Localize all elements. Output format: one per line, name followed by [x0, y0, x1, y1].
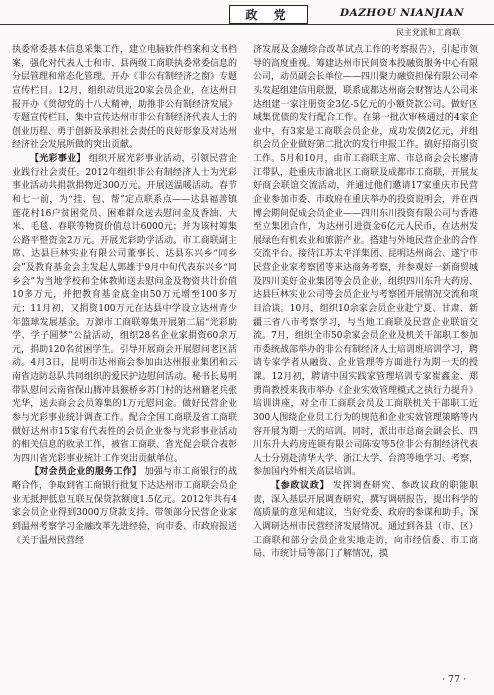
right-column	[253, 44, 478, 666]
paragraph-member-service	[12, 466, 237, 548]
header-rule	[0, 24, 494, 25]
subsection-label: 民主党派和工商联	[396, 28, 460, 37]
paragraph-text: 发挥调查研究、参政议政的职能职责，深入基层开展调查研究，撰写调研报告，提出科学的高质量的意见和建议，当好党委、政府的参谋和助手。深入调研达州市民营经济发展情况。通过到各县（市、区）工商联和部分会员企业实地走访，向市经信委、市工商局、市统计局等部门了解情况，摸	[253, 481, 478, 560]
section-heading: 【参政议政】	[271, 481, 330, 491]
page-number: · 77 ·	[442, 674, 467, 685]
paragraph-guangcai	[12, 153, 237, 466]
paragraph-political-participation	[253, 480, 478, 562]
paragraph: 济发展及金融综合改革试点工作的考察报告》，引起市领导的高度重视。筹建达州市民间资本投融资服务中心有限公司，动员副会长单位——四川聚力融资担保有限公司牵头发起组建信用联盟，联系成都达州商会财智达人公司来达组建一家注册资金3亿-5亿元的小额贷款公司。做好区域集优债的发行配合工作。在第一批次审核通过的4家企业中，有3家是工商联会员企业，成功发债2亿元，并组织会员企业做好第二批次的发行申报工作。搞好招商引资工作。5月和10月，由市工商联主席、市总商会会长廖清江带队，赴重庆市渝北区工商联及成都市工商联，开展友好商会联谊交流活动，并通过他们邀请17家重庆市民营企业参加市委、市政府在重庆举办的投资说明会，并在西博会期间促成会员企业——四川东川投资有限公司与香港至立集团合作，为达州引进资金6亿元人民币，在达州发展绿色有机农业和旅游产业。搭建与外地民营企业的合作交流平台。接待江苏太平洋集团、昆明达州商会、遂宁市民营企业家考察团等来达商务考察，并参观好一新商贸城及四川美好金业集团等会员企业，组织四川东升大药房、达县巨林实业公司等会员企业与考察团开展情况交流和项目洽谈。10月，组织10余家会员企业赴宁夏、甘肃、新疆三省八市考察学习，与当地工商联及民营企业联谊交流。7月，组织全市50余家会员企业及机关干部职工参加市委统战部举办的非公有制经济人士培训班培训学习，聘请专家学者从融资、企业管理等方面进行为期一天的授课。12月初，聘请中国实践家管理培训专家崔鑫金、郑勇尚教授来我市举办《企业实效管理模式之执行力提升》培训讲座，对全市工商联会员及工商联机关干部职工近300人围绕企业员工行为的规范和企业实效管理策略等内容开展为期一天的培训。同时，派出市总商会副会长、四川东升大药房连锁有限公司陈安等5位非公有制经济代表人士分别赴清华大学、浙江大学、台湾等地学习、考察，参加国内外相关高层培训。	[253, 45, 478, 478]
paragraph: 执委常委基本信息采集工作，建立电脑软件档案和文书档案，强化对代表人士和市、县两级工商联执委常委信息的分层管理和常态化管理。开办《非公有制经济之窗》专题宣传栏目。12月，组织动员近20家会员企业，在达州日报开办《贯彻党的十八大精神，助推非公有制经济发展》专题宣传栏目，集中宣传达州市非公有制经济代表人士的创业历程、勇于创新及承担社会责任的良好形象及对达州经济社会发展所做的突出贡献。	[12, 45, 237, 151]
paragraph-text: 加强与市工商银行的战略合作，争取到省工商银行批复下达达州市工商联会员企业无抵押低息互联互保贷款额度1.5亿元。2012年共有4家会员企业得到3000万贷款支持。带领部分民营企业家到温州考察学习金融改革先进经验，向市委、市政府报送《关于温州民营经	[12, 467, 237, 546]
left-column	[12, 44, 237, 666]
section-label: 政 党	[229, 5, 308, 24]
section-heading: 【光彩事业】	[30, 154, 86, 164]
section-heading: 【对会员企业的服务工作】	[30, 467, 142, 478]
journal-title: DAZHOU NIANJIAN	[340, 7, 465, 19]
paragraph-text: 组织开展光彩事业活动，引领民营企业践行社会责任。2012年组织非公有制经济人士为光彩事业活动共捐款捐物近300万元。开展送温暖活动。春节和七一前，为“挂、包、帮”定点联系点——达县福善镇莲花村16户贫困党员、困难群众送去慰问金及香油、大米、毛毯、春联等物资价值总计6000元；并为该村筹集公路平整资金2万元。开展光彩助学活动。市工商联副主席、达县巨林实业有限公司董事长、达县东兴乡“同乡会”及教育基金会主发起人郭雄于9月中旬代表东兴乡“同乡会”为当地学校和全体教师送去慰问金及物资共计价值10多万元，并把教育基金底金由50万元增至100多万元；11月初，又捐资100万元在达县中学设立达州青少年篮球发展基金。万源市工商联筹集开展第二届“光彩助学、学子圆梦”公益活动，组织28名企业家捐资60余万元，捐助120名贫困学生。引导开展商会开展慰问老区活动。4月3日，昆明市达州商会参加由达州报业集团和云南省边防总队共同组织的爱民护边慰问活动。秘书长易明带队慰问云南省保山腾冲县猴桥乡苏门村的达州籍老兵张光华，送去商会会员筹集的1万元慰问金。做好民营企业参与光彩事业统计调查工作。配合全国工商联及省工商联做好达州市15家有代表性的会员企业参与光彩事业活动的相关信息的收录工作，被省工商联、省光促会联合表彰为四川省光彩事业统计工作突出贡献单位。	[12, 154, 237, 464]
